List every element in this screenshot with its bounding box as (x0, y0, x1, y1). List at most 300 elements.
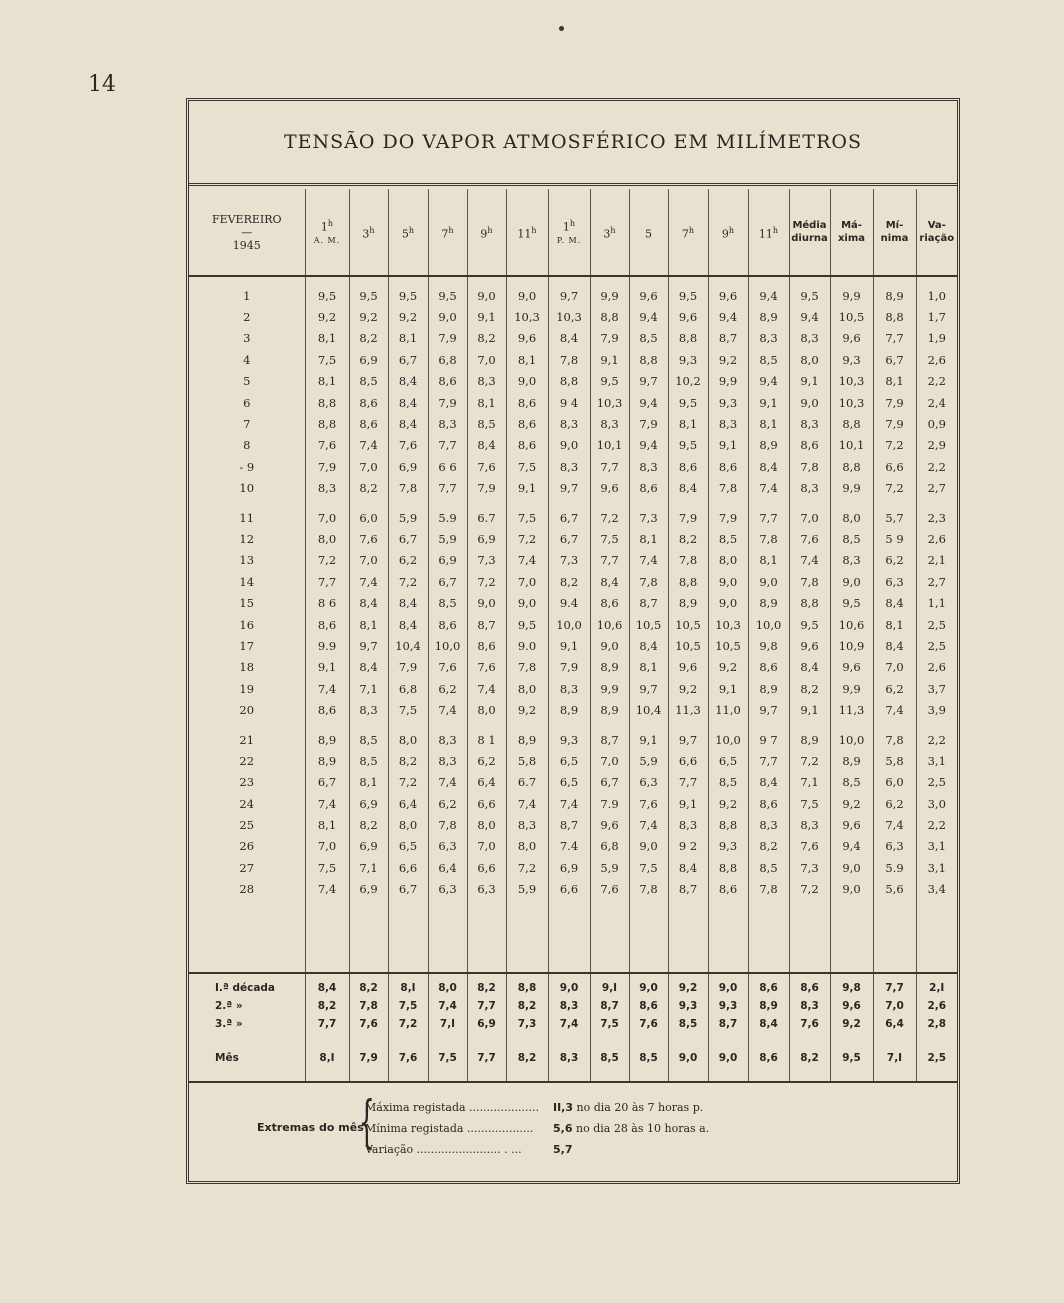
hour-number: 3 (362, 227, 370, 241)
value-cell: 6,4 (873, 1015, 916, 1033)
value-cell: 6,6 (467, 857, 506, 878)
value-cell: 7,5 (506, 456, 548, 477)
row-label: 20 (239, 703, 255, 718)
value-cell: 7,8 (548, 349, 590, 370)
table-row (189, 614, 957, 635)
hour-number: 11 (758, 227, 773, 241)
value-cell: 6,6 (388, 857, 428, 878)
empty-cell (916, 900, 957, 973)
value-cell: 1,0 (916, 285, 957, 306)
value-cell: 8,1 (305, 371, 349, 392)
value-cell: 6,9 (428, 550, 467, 571)
value-cell: 7,9 (873, 392, 916, 413)
value-cell: 10,1 (590, 435, 629, 456)
hour-header (428, 189, 467, 276)
value-cell: 7,8 (789, 456, 830, 477)
value-cell: 8,1 (873, 371, 916, 392)
value-cell: 9,1 (708, 678, 748, 699)
value-cell: 2,6 (916, 997, 957, 1015)
value-cell: 9,7 (748, 699, 789, 720)
table-row (189, 857, 957, 878)
stat-header (916, 189, 957, 276)
value-cell: 5,8 (873, 750, 916, 771)
value-cell: 2,7 (916, 571, 957, 592)
value-cell: 7,6 (349, 528, 388, 549)
value-cell: 6,3 (873, 836, 916, 857)
extreme-detail: no dia 28 às 10 horas a. (576, 1122, 710, 1135)
value-cell: 9,0 (708, 979, 748, 997)
value-cell: 10,4 (388, 635, 428, 656)
value-cell: 8,9 (748, 592, 789, 613)
empty-cell (305, 1069, 349, 1082)
hour-header (388, 189, 428, 276)
value-cell: 7,9 (668, 507, 708, 528)
value-cell: 9,7 (548, 285, 590, 306)
value-cell: 7,4 (349, 435, 388, 456)
row-label: - 9 (239, 459, 255, 474)
value-cell: 8,0 (506, 836, 548, 857)
value-cell: 2,1 (916, 550, 957, 571)
value-cell: 6,7 (548, 507, 590, 528)
empty-cell (590, 900, 629, 973)
value-cell: 6,6 (548, 879, 590, 900)
ink-dot (559, 26, 564, 31)
row-label: 25 (239, 818, 255, 833)
empty-cell (467, 1033, 506, 1047)
value-cell: 8,5 (349, 729, 388, 750)
value-cell: 10,6 (590, 614, 629, 635)
value-cell: 8,2 (467, 328, 506, 349)
value-cell: 7,1 (789, 772, 830, 793)
value-cell: 8,6 (506, 435, 548, 456)
empty-cell (748, 1069, 789, 1082)
value-cell: 6,7 (428, 571, 467, 592)
value-cell: 9,0 (548, 979, 590, 997)
value-cell: 8,4 (305, 979, 349, 997)
value-cell: 8,1 (305, 328, 349, 349)
value-cell: 8,0 (830, 507, 873, 528)
value-cell: 9,0 (830, 571, 873, 592)
value-cell: 8,3 (506, 814, 548, 835)
value-cell: 10,3 (506, 306, 548, 327)
value-cell: 7,2 (388, 772, 428, 793)
hour-suffix: h (487, 225, 493, 235)
row-label: I.ª década (215, 981, 276, 994)
value-cell: 8,3 (629, 456, 668, 477)
value-cell: 8,9 (668, 592, 708, 613)
value-cell: 7,9 (873, 413, 916, 434)
value-cell: 8,1 (388, 328, 428, 349)
empty-cell (629, 900, 668, 973)
value-cell: 7,2 (506, 528, 548, 549)
value-cell: 9,5 (305, 285, 349, 306)
value-cell: 9.4 (548, 592, 590, 613)
value-cell: 8,0 (708, 550, 748, 571)
hour-suffix: h (448, 225, 454, 235)
table-row (189, 550, 957, 571)
empty-cell (506, 1033, 548, 1047)
value-cell: 8,0 (506, 678, 548, 699)
value-cell: 6,4 (388, 793, 428, 814)
value-cell: 5.9 (428, 507, 467, 528)
value-cell: 9,9 (830, 285, 873, 306)
stat-header (873, 189, 916, 276)
value-cell: 7.4 (548, 836, 590, 857)
value-cell: 8,5 (830, 528, 873, 549)
table-row (189, 285, 957, 306)
value-cell: 1,9 (916, 328, 957, 349)
row-label: 23 (239, 775, 255, 790)
value-cell: 9,3 (708, 392, 748, 413)
value-cell: 6,7 (305, 772, 349, 793)
value-cell: 2,9 (916, 435, 957, 456)
hour-number: 11 (517, 227, 532, 241)
value-cell: 7,5 (305, 349, 349, 370)
empty-cell (428, 499, 467, 507)
spacer-row (189, 1069, 957, 1082)
value-cell: 8,9 (748, 435, 789, 456)
value-cell: 7,0 (590, 750, 629, 771)
value-cell: 8,2 (305, 997, 349, 1015)
value-cell: 10,9 (830, 635, 873, 656)
value-cell: 8,5 (708, 772, 748, 793)
value-cell: 5 9 (873, 528, 916, 549)
value-cell: 8,3 (708, 413, 748, 434)
value-cell: 8,9 (590, 699, 629, 720)
month-year: 1945 (232, 238, 261, 252)
empty-cell (349, 499, 388, 507)
empty-cell (467, 721, 506, 729)
value-cell: 8,5 (748, 857, 789, 878)
value-cell: 9,5 (668, 285, 708, 306)
value-cell: 7,9 (708, 507, 748, 528)
hour-number: 3 (603, 227, 611, 241)
value-cell: 6,5 (548, 772, 590, 793)
value-cell: 9,1 (506, 478, 548, 499)
value-cell: 7,4 (748, 478, 789, 499)
table-row (189, 392, 957, 413)
value-cell: 8,6 (349, 413, 388, 434)
value-cell: 8,I (305, 1047, 349, 1069)
value-cell: 9 2 (668, 836, 708, 857)
stat-header-line: Mí- (885, 220, 904, 231)
table-row (189, 814, 957, 835)
extreme-value-group (553, 1143, 573, 1156)
empty-cell (349, 1069, 388, 1082)
value-cell: 8,6 (629, 997, 668, 1015)
value-cell: 8,3 (548, 456, 590, 477)
row-label: 15 (239, 596, 255, 611)
value-cell: 8,7 (708, 328, 748, 349)
value-cell: 7,2 (590, 507, 629, 528)
value-cell: 7,5 (789, 793, 830, 814)
table-row (189, 772, 957, 793)
table-row (189, 657, 957, 678)
empty-cell (830, 1069, 873, 1082)
value-cell: 9,6 (668, 657, 708, 678)
table-row (189, 729, 957, 750)
value-cell: 6,2 (873, 678, 916, 699)
value-cell: 2,2 (916, 456, 957, 477)
value-cell: 9,6 (668, 306, 708, 327)
empty-cell (789, 1033, 830, 1047)
value-cell: 6,5 (548, 750, 590, 771)
value-cell: 9,6 (590, 478, 629, 499)
value-cell: 7,6 (467, 456, 506, 477)
value-cell: 9,0 (668, 1047, 708, 1069)
stat-header-line: diurna (791, 233, 828, 244)
value-cell: 7,3 (548, 550, 590, 571)
empty-cell (789, 499, 830, 507)
value-cell: 2,8 (916, 1015, 957, 1033)
value-cell: 8,3 (748, 328, 789, 349)
row-label: 18 (239, 660, 255, 675)
value-cell: 9,5 (789, 614, 830, 635)
value-cell: 9,9 (708, 371, 748, 392)
extreme-name: Variação ........................ . ... (365, 1143, 522, 1156)
row-label: 11 (239, 510, 255, 525)
row-label: Mês (215, 1051, 239, 1064)
value-cell: 11,3 (830, 699, 873, 720)
value-cell: 7,4 (873, 699, 916, 720)
hour-header (467, 189, 506, 276)
value-cell: 7,2 (789, 879, 830, 900)
value-cell: 9.9 (305, 635, 349, 656)
value-cell: 10,0 (748, 614, 789, 635)
value-cell: 9,1 (708, 435, 748, 456)
value-cell: 8,1 (668, 413, 708, 434)
value-cell: 8,5 (830, 772, 873, 793)
table-row (189, 435, 957, 456)
value-cell: 8,4 (629, 635, 668, 656)
value-cell: 8,1 (467, 392, 506, 413)
value-cell: 8,0 (789, 349, 830, 370)
hour-suffix: h (610, 225, 616, 235)
value-cell: 6,2 (428, 678, 467, 699)
value-cell: 8,6 (708, 879, 748, 900)
hour-number: 9 (480, 227, 488, 241)
value-cell: 9,5 (349, 285, 388, 306)
value-cell: 7,7 (668, 772, 708, 793)
table-row (189, 413, 957, 434)
row-label: 13 (239, 553, 255, 568)
table-row (189, 979, 957, 997)
value-cell: 7,9 (305, 456, 349, 477)
header-row (189, 189, 957, 276)
value-cell: 6,9 (349, 836, 388, 857)
extremes-brace: { (358, 1090, 375, 1155)
value-cell: 7,4 (548, 1015, 590, 1033)
value-cell: 8,4 (873, 592, 916, 613)
value-cell: 9,4 (789, 306, 830, 327)
value-cell: 6,5 (708, 750, 748, 771)
value-cell: 7,8 (428, 814, 467, 835)
hour-header (349, 189, 388, 276)
value-cell: 8,4 (590, 571, 629, 592)
empty-cell (349, 721, 388, 729)
hour-suffix: h (569, 218, 576, 228)
value-cell: 6,4 (467, 772, 506, 793)
value-cell: 6,4 (428, 857, 467, 878)
value-cell: 8,8 (548, 371, 590, 392)
value-cell: 8,4 (548, 328, 590, 349)
value-cell: 9,7 (548, 478, 590, 499)
value-cell: 2,2 (916, 371, 957, 392)
empty-cell (590, 276, 629, 285)
value-cell: 9,1 (548, 635, 590, 656)
value-cell: 9,5 (830, 592, 873, 613)
value-cell: 8,2 (349, 814, 388, 835)
value-cell: 8,6 (748, 1047, 789, 1069)
title-divider (189, 183, 957, 186)
table-frame (186, 98, 960, 1184)
value-cell: 7,8 (748, 879, 789, 900)
value-cell: 8,3 (305, 478, 349, 499)
table-row (189, 528, 957, 549)
value-cell: 6,8 (428, 349, 467, 370)
value-cell: 8,9 (789, 729, 830, 750)
value-cell: 9,0 (467, 285, 506, 306)
value-cell: 8,3 (428, 750, 467, 771)
value-cell: 7,I (428, 1015, 467, 1033)
value-cell: 7,6 (789, 528, 830, 549)
value-cell: 7,4 (305, 678, 349, 699)
value-cell: 7,7 (748, 750, 789, 771)
value-cell: 7,7 (428, 435, 467, 456)
empty-cell (388, 900, 428, 973)
month-dash: — (241, 225, 253, 239)
value-cell: 10,3 (708, 614, 748, 635)
table-row (189, 699, 957, 720)
table-row (189, 678, 957, 699)
value-cell: 8,9 (830, 750, 873, 771)
value-cell: 7,2 (873, 435, 916, 456)
stat-header-line: xima (837, 233, 866, 244)
value-cell: 7,0 (349, 456, 388, 477)
value-cell: 8,8 (789, 592, 830, 613)
value-cell: 8,2 (506, 1047, 548, 1069)
value-cell: 9,7 (629, 371, 668, 392)
value-cell: 9,0 (830, 879, 873, 900)
value-cell: 9,7 (629, 678, 668, 699)
value-cell: 8,5 (629, 328, 668, 349)
table-row (189, 793, 957, 814)
value-cell: 6,3 (428, 879, 467, 900)
table-row (189, 1015, 957, 1033)
value-cell: 8,2 (388, 750, 428, 771)
value-cell: 8,3 (789, 997, 830, 1015)
value-cell: 7,5 (590, 1015, 629, 1033)
empty-cell (708, 1033, 748, 1047)
value-cell: 9,3 (668, 997, 708, 1015)
value-cell: 6,9 (349, 879, 388, 900)
value-cell: 7,5 (506, 507, 548, 528)
value-cell: 2,5 (916, 1047, 957, 1069)
row-label: 14 (239, 574, 255, 589)
empty-cell (629, 1069, 668, 1082)
value-cell: 7,9 (629, 413, 668, 434)
hour-suffix: h (327, 218, 334, 228)
value-cell: 7,8 (506, 657, 548, 678)
value-cell: 8,6 (305, 614, 349, 635)
value-cell: 8,0 (428, 979, 467, 997)
value-cell: 9,0 (708, 592, 748, 613)
value-cell: 3,1 (916, 750, 957, 771)
value-cell: 7,7 (590, 550, 629, 571)
extremes-label: Extremas do mês (257, 1121, 364, 1134)
value-cell: 10,5 (668, 614, 708, 635)
empty-cell (708, 276, 748, 285)
empty-cell (548, 1069, 590, 1082)
value-cell: 8,6 (748, 793, 789, 814)
value-cell: 9,2 (668, 678, 708, 699)
value-cell: 8,2 (349, 478, 388, 499)
hour-number: 5 (401, 227, 409, 241)
value-cell: 8,6 (708, 456, 748, 477)
value-cell: 6,9 (388, 456, 428, 477)
value-cell: 8,3 (590, 413, 629, 434)
empty-cell (506, 900, 548, 973)
value-cell: 9,2 (830, 1015, 873, 1033)
value-cell: 9 7 (748, 729, 789, 750)
value-cell: 9,3 (830, 349, 873, 370)
value-cell: 9,5 (590, 371, 629, 392)
row-label: 4 (243, 352, 251, 367)
value-cell: 7,7 (305, 1015, 349, 1033)
value-cell: 8,3 (548, 997, 590, 1015)
value-cell: 8,4 (748, 456, 789, 477)
row-label: 26 (239, 839, 255, 854)
value-cell: 7,6 (388, 1047, 428, 1069)
value-cell: 8,3 (748, 814, 789, 835)
value-cell: 10,5 (708, 635, 748, 656)
value-cell: 7,6 (388, 435, 428, 456)
value-cell: 8,3 (548, 678, 590, 699)
value-cell: 8,3 (830, 550, 873, 571)
value-cell: 9,6 (708, 285, 748, 306)
value-cell: 9,0 (590, 635, 629, 656)
value-cell: 2,6 (916, 349, 957, 370)
value-cell: 10,5 (830, 306, 873, 327)
value-cell: 7,0 (305, 507, 349, 528)
value-cell: 7,5 (590, 528, 629, 549)
table-row (189, 635, 957, 656)
value-cell: 9,9 (590, 285, 629, 306)
meridiem-label: A. M. (313, 236, 341, 246)
value-cell: 5,7 (873, 507, 916, 528)
empty-cell (590, 499, 629, 507)
value-cell: 8,0 (388, 729, 428, 750)
value-cell: 6,3 (873, 571, 916, 592)
value-cell: 8,1 (349, 772, 388, 793)
value-cell: 9,0 (708, 1047, 748, 1069)
value-cell: 7,4 (506, 793, 548, 814)
value-cell: 8,8 (708, 857, 748, 878)
empty-cell (548, 721, 590, 729)
value-cell: 7,9 (428, 328, 467, 349)
value-cell: 7,2 (506, 857, 548, 878)
empty-cell (668, 276, 708, 285)
value-cell: 9,6 (830, 328, 873, 349)
value-cell: 9,1 (590, 349, 629, 370)
stat-header-line: Va- (927, 220, 946, 231)
value-cell: 9,4 (748, 285, 789, 306)
value-cell: 9,0 (548, 435, 590, 456)
row-label: 5 (243, 374, 251, 389)
value-cell: 8,9 (305, 729, 349, 750)
value-cell: 7,4 (548, 793, 590, 814)
empty-cell (668, 499, 708, 507)
